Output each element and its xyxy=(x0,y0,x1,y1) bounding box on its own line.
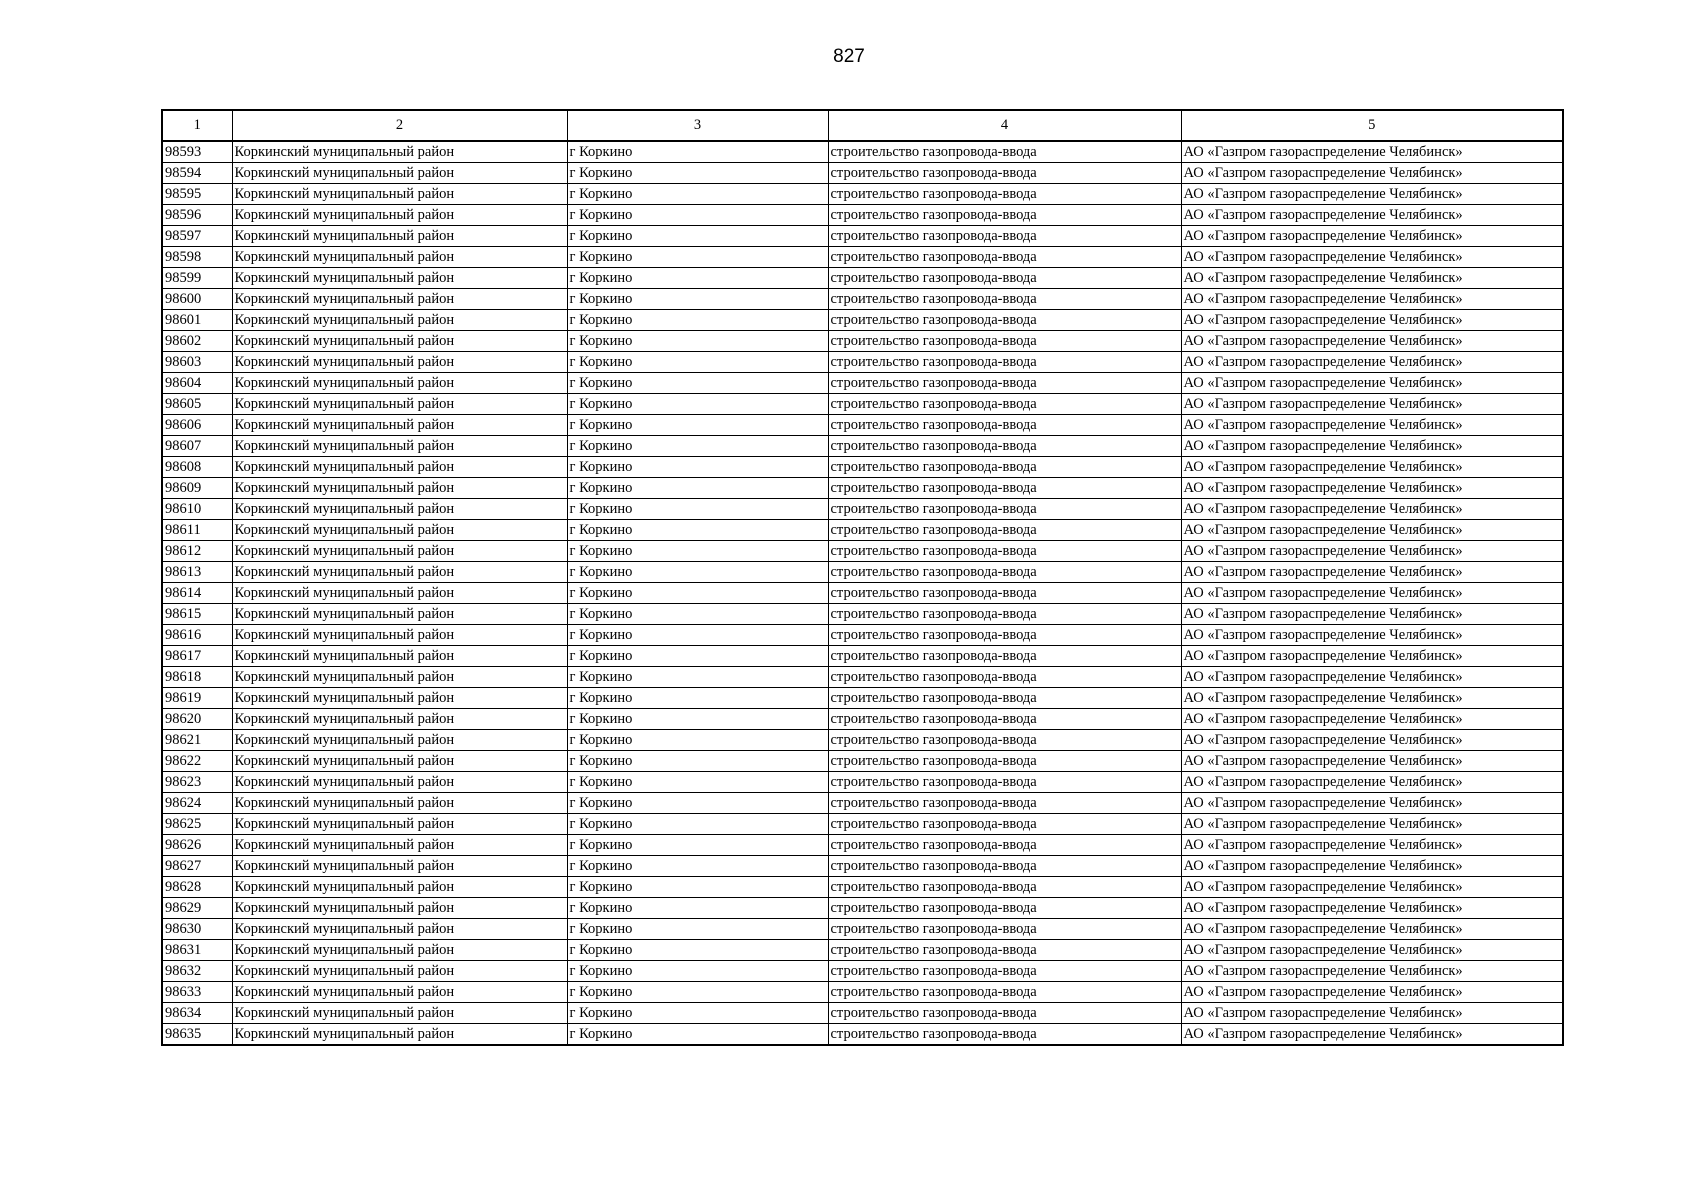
district-cell: Коркинский муниципальный район xyxy=(232,604,567,625)
work-type-cell: строительство газопровода-ввода xyxy=(828,1003,1181,1024)
table-row xyxy=(162,541,1563,562)
settlement-cell: г Коркино xyxy=(567,394,828,415)
table-row xyxy=(162,310,1563,331)
row-number-cell: 98622 xyxy=(162,751,232,772)
settlement-cell: г Коркино xyxy=(567,436,828,457)
settlement-cell: г Коркино xyxy=(567,856,828,877)
district-cell: Коркинский муниципальный район xyxy=(232,373,567,394)
row-number-cell: 98611 xyxy=(162,520,232,541)
organization-cell: АО «Газпром газораспределение Челябинск» xyxy=(1181,814,1563,835)
table-row xyxy=(162,961,1563,982)
row-number-cell: 98593 xyxy=(162,141,232,163)
table-row xyxy=(162,856,1563,877)
settlement-cell: г Коркино xyxy=(567,898,828,919)
organization-cell: АО «Газпром газораспределение Челябинск» xyxy=(1181,141,1563,163)
organization-cell: АО «Газпром газораспределение Челябинск» xyxy=(1181,730,1563,751)
settlement-cell: г Коркино xyxy=(567,415,828,436)
row-number-cell: 98627 xyxy=(162,856,232,877)
row-number-cell: 98608 xyxy=(162,457,232,478)
row-number-cell: 98607 xyxy=(162,436,232,457)
table-row xyxy=(162,940,1563,961)
organization-cell: АО «Газпром газораспределение Челябинск» xyxy=(1181,457,1563,478)
row-number-cell: 98596 xyxy=(162,205,232,226)
table-row xyxy=(162,814,1563,835)
table-row xyxy=(162,226,1563,247)
organization-cell: АО «Газпром газораспределение Челябинск» xyxy=(1181,856,1563,877)
settlement-cell: г Коркино xyxy=(567,184,828,205)
district-cell: Коркинский муниципальный район xyxy=(232,562,567,583)
organization-cell: АО «Газпром газораспределение Челябинск» xyxy=(1181,247,1563,268)
table-row xyxy=(162,373,1563,394)
row-number-cell: 98628 xyxy=(162,877,232,898)
settlement-cell: г Коркино xyxy=(567,772,828,793)
district-cell: Коркинский муниципальный район xyxy=(232,856,567,877)
settlement-cell: г Коркино xyxy=(567,982,828,1003)
registry-table xyxy=(161,109,1564,1046)
settlement-cell: г Коркино xyxy=(567,919,828,940)
work-type-cell: строительство газопровода-ввода xyxy=(828,226,1181,247)
row-number-cell: 98618 xyxy=(162,667,232,688)
district-cell: Коркинский муниципальный район xyxy=(232,226,567,247)
row-number-cell: 98599 xyxy=(162,268,232,289)
work-type-cell: строительство газопровода-ввода xyxy=(828,436,1181,457)
district-cell: Коркинский муниципальный район xyxy=(232,667,567,688)
row-number-cell: 98632 xyxy=(162,961,232,982)
table-row xyxy=(162,982,1563,1003)
table-row xyxy=(162,247,1563,268)
table-row xyxy=(162,877,1563,898)
row-number-cell: 98612 xyxy=(162,541,232,562)
work-type-cell: строительство газопровода-ввода xyxy=(828,919,1181,940)
district-cell: Коркинский муниципальный район xyxy=(232,163,567,184)
settlement-cell: г Коркино xyxy=(567,478,828,499)
district-cell: Коркинский муниципальный район xyxy=(232,730,567,751)
district-cell: Коркинский муниципальный район xyxy=(232,247,567,268)
organization-cell: АО «Газпром газораспределение Челябинск» xyxy=(1181,961,1563,982)
organization-cell: АО «Газпром газораспределение Челябинск» xyxy=(1181,184,1563,205)
work-type-cell: строительство газопровода-ввода xyxy=(828,982,1181,1003)
organization-cell: АО «Газпром газораспределение Челябинск» xyxy=(1181,940,1563,961)
work-type-cell: строительство газопровода-ввода xyxy=(828,499,1181,520)
column-header-2: 2 xyxy=(232,110,567,141)
table-row xyxy=(162,835,1563,856)
settlement-cell: г Коркино xyxy=(567,331,828,352)
organization-cell: АО «Газпром газораспределение Челябинск» xyxy=(1181,1024,1563,1046)
work-type-cell: строительство газопровода-ввода xyxy=(828,562,1181,583)
district-cell: Коркинский муниципальный район xyxy=(232,940,567,961)
work-type-cell: строительство газопровода-ввода xyxy=(828,793,1181,814)
work-type-cell: строительство газопровода-ввода xyxy=(828,163,1181,184)
settlement-cell: г Коркино xyxy=(567,247,828,268)
work-type-cell: строительство газопровода-ввода xyxy=(828,898,1181,919)
row-number-cell: 98616 xyxy=(162,625,232,646)
district-cell: Коркинский муниципальный район xyxy=(232,310,567,331)
organization-cell: АО «Газпром газораспределение Челябинск» xyxy=(1181,499,1563,520)
table-row xyxy=(162,436,1563,457)
organization-cell: АО «Газпром газораспределение Челябинск» xyxy=(1181,1003,1563,1024)
organization-cell: АО «Газпром газораспределение Челябинск» xyxy=(1181,163,1563,184)
work-type-cell: строительство газопровода-ввода xyxy=(828,247,1181,268)
row-number-cell: 98614 xyxy=(162,583,232,604)
settlement-cell: г Коркино xyxy=(567,1024,828,1046)
table-row xyxy=(162,898,1563,919)
settlement-cell: г Коркино xyxy=(567,457,828,478)
organization-cell: АО «Газпром газораспределение Челябинск» xyxy=(1181,583,1563,604)
table-row xyxy=(162,415,1563,436)
table-row xyxy=(162,1024,1563,1046)
organization-cell: АО «Газпром газораспределение Челябинск» xyxy=(1181,373,1563,394)
row-number-cell: 98615 xyxy=(162,604,232,625)
organization-cell: АО «Газпром газораспределение Челябинск» xyxy=(1181,898,1563,919)
work-type-cell: строительство газопровода-ввода xyxy=(828,141,1181,163)
settlement-cell: г Коркино xyxy=(567,793,828,814)
district-cell: Коркинский муниципальный район xyxy=(232,415,567,436)
row-number-cell: 98625 xyxy=(162,814,232,835)
page-number: 827 xyxy=(833,46,865,67)
row-number-cell: 98600 xyxy=(162,289,232,310)
row-number-cell: 98594 xyxy=(162,163,232,184)
row-number-cell: 98630 xyxy=(162,919,232,940)
settlement-cell: г Коркино xyxy=(567,709,828,730)
settlement-cell: г Коркино xyxy=(567,289,828,310)
settlement-cell: г Коркино xyxy=(567,499,828,520)
district-cell: Коркинский муниципальный район xyxy=(232,457,567,478)
settlement-cell: г Коркино xyxy=(567,730,828,751)
row-number-cell: 98603 xyxy=(162,352,232,373)
district-cell: Коркинский муниципальный район xyxy=(232,961,567,982)
table-row xyxy=(162,793,1563,814)
table-row xyxy=(162,205,1563,226)
table-row xyxy=(162,709,1563,730)
work-type-cell: строительство газопровода-ввода xyxy=(828,646,1181,667)
table-row xyxy=(162,163,1563,184)
work-type-cell: строительство газопровода-ввода xyxy=(828,331,1181,352)
settlement-cell: г Коркино xyxy=(567,520,828,541)
district-cell: Коркинский муниципальный район xyxy=(232,352,567,373)
settlement-cell: г Коркино xyxy=(567,688,828,709)
district-cell: Коркинский муниципальный район xyxy=(232,289,567,310)
row-number-cell: 98623 xyxy=(162,772,232,793)
table-row xyxy=(162,604,1563,625)
organization-cell: АО «Газпром газораспределение Челябинск» xyxy=(1181,541,1563,562)
organization-cell: АО «Газпром газораспределение Челябинск» xyxy=(1181,415,1563,436)
table-row xyxy=(162,141,1563,163)
table-row xyxy=(162,499,1563,520)
work-type-cell: строительство газопровода-ввода xyxy=(828,940,1181,961)
district-cell: Коркинский муниципальный район xyxy=(232,625,567,646)
header-row xyxy=(162,110,1563,141)
row-number-cell: 98624 xyxy=(162,793,232,814)
work-type-cell: строительство газопровода-ввода xyxy=(828,688,1181,709)
district-cell: Коркинский муниципальный район xyxy=(232,751,567,772)
row-number-cell: 98605 xyxy=(162,394,232,415)
organization-cell: АО «Газпром газораспределение Челябинск» xyxy=(1181,646,1563,667)
table-row xyxy=(162,457,1563,478)
settlement-cell: г Коркино xyxy=(567,373,828,394)
settlement-cell: г Коркино xyxy=(567,226,828,247)
work-type-cell: строительство газопровода-ввода xyxy=(828,352,1181,373)
row-number-cell: 98602 xyxy=(162,331,232,352)
settlement-cell: г Коркино xyxy=(567,877,828,898)
row-number-cell: 98617 xyxy=(162,646,232,667)
settlement-cell: г Коркино xyxy=(567,940,828,961)
row-number-cell: 98595 xyxy=(162,184,232,205)
settlement-cell: г Коркино xyxy=(567,604,828,625)
column-header-5: 5 xyxy=(1181,110,1563,141)
work-type-cell: строительство газопровода-ввода xyxy=(828,835,1181,856)
settlement-cell: г Коркино xyxy=(567,205,828,226)
district-cell: Коркинский муниципальный район xyxy=(232,1024,567,1046)
district-cell: Коркинский муниципальный район xyxy=(232,814,567,835)
district-cell: Коркинский муниципальный район xyxy=(232,835,567,856)
table-row xyxy=(162,289,1563,310)
row-number-cell: 98634 xyxy=(162,1003,232,1024)
table-row xyxy=(162,772,1563,793)
table-row xyxy=(162,730,1563,751)
organization-cell: АО «Газпром газораспределение Челябинск» xyxy=(1181,835,1563,856)
organization-cell: АО «Газпром газораспределение Челябинск» xyxy=(1181,331,1563,352)
work-type-cell: строительство газопровода-ввода xyxy=(828,541,1181,562)
column-header-3: 3 xyxy=(567,110,828,141)
work-type-cell: строительство газопровода-ввода xyxy=(828,205,1181,226)
district-cell: Коркинский муниципальный район xyxy=(232,646,567,667)
row-number-cell: 98597 xyxy=(162,226,232,247)
settlement-cell: г Коркино xyxy=(567,814,828,835)
settlement-cell: г Коркино xyxy=(567,1003,828,1024)
row-number-cell: 98604 xyxy=(162,373,232,394)
table-row xyxy=(162,667,1563,688)
work-type-cell: строительство газопровода-ввода xyxy=(828,709,1181,730)
table-row xyxy=(162,478,1563,499)
row-number-cell: 98626 xyxy=(162,835,232,856)
settlement-cell: г Коркино xyxy=(567,646,828,667)
district-cell: Коркинский муниципальный район xyxy=(232,583,567,604)
organization-cell: АО «Газпром газораспределение Челябинск» xyxy=(1181,877,1563,898)
organization-cell: АО «Газпром газораспределение Челябинск» xyxy=(1181,520,1563,541)
organization-cell: АО «Газпром газораспределение Челябинск» xyxy=(1181,667,1563,688)
work-type-cell: строительство газопровода-ввода xyxy=(828,583,1181,604)
row-number-cell: 98620 xyxy=(162,709,232,730)
organization-cell: АО «Газпром газораспределение Челябинск» xyxy=(1181,793,1563,814)
organization-cell: АО «Газпром газораспределение Челябинск» xyxy=(1181,310,1563,331)
table-row xyxy=(162,184,1563,205)
settlement-cell: г Коркино xyxy=(567,583,828,604)
organization-cell: АО «Газпром газораспределение Челябинск» xyxy=(1181,394,1563,415)
work-type-cell: строительство газопровода-ввода xyxy=(828,814,1181,835)
row-number-cell: 98609 xyxy=(162,478,232,499)
organization-cell: АО «Газпром газораспределение Челябинск» xyxy=(1181,436,1563,457)
district-cell: Коркинский муниципальный район xyxy=(232,520,567,541)
district-cell: Коркинский муниципальный район xyxy=(232,268,567,289)
work-type-cell: строительство газопровода-ввода xyxy=(828,520,1181,541)
row-number-cell: 98598 xyxy=(162,247,232,268)
district-cell: Коркинский муниципальный район xyxy=(232,478,567,499)
table-row xyxy=(162,562,1563,583)
row-number-cell: 98633 xyxy=(162,982,232,1003)
table-row xyxy=(162,352,1563,373)
district-cell: Коркинский муниципальный район xyxy=(232,1003,567,1024)
work-type-cell: строительство газопровода-ввода xyxy=(828,604,1181,625)
organization-cell: АО «Газпром газораспределение Челябинск» xyxy=(1181,772,1563,793)
district-cell: Коркинский муниципальный район xyxy=(232,709,567,730)
settlement-cell: г Коркино xyxy=(567,751,828,772)
table-row xyxy=(162,394,1563,415)
district-cell: Коркинский муниципальный район xyxy=(232,898,567,919)
organization-cell: АО «Газпром газораспределение Челябинск» xyxy=(1181,289,1563,310)
work-type-cell: строительство газопровода-ввода xyxy=(828,268,1181,289)
column-header-4: 4 xyxy=(828,110,1181,141)
organization-cell: АО «Газпром газораспределение Челябинск» xyxy=(1181,226,1563,247)
row-number-cell: 98613 xyxy=(162,562,232,583)
table-body xyxy=(162,141,1563,1045)
organization-cell: АО «Газпром газораспределение Челябинск» xyxy=(1181,751,1563,772)
work-type-cell: строительство газопровода-ввода xyxy=(828,961,1181,982)
column-header-1: 1 xyxy=(162,110,232,141)
table-row xyxy=(162,331,1563,352)
district-cell: Коркинский муниципальный район xyxy=(232,688,567,709)
organization-cell: АО «Газпром газораспределение Челябинск» xyxy=(1181,709,1563,730)
row-number-cell: 98635 xyxy=(162,1024,232,1046)
district-cell: Коркинский муниципальный район xyxy=(232,205,567,226)
settlement-cell: г Коркино xyxy=(567,352,828,373)
work-type-cell: строительство газопровода-ввода xyxy=(828,625,1181,646)
district-cell: Коркинский муниципальный район xyxy=(232,982,567,1003)
organization-cell: АО «Газпром газораспределение Челябинск» xyxy=(1181,982,1563,1003)
district-cell: Коркинский муниципальный район xyxy=(232,541,567,562)
settlement-cell: г Коркино xyxy=(567,163,828,184)
organization-cell: АО «Газпром газораспределение Челябинск» xyxy=(1181,205,1563,226)
settlement-cell: г Коркино xyxy=(567,667,828,688)
work-type-cell: строительство газопровода-ввода xyxy=(828,478,1181,499)
district-cell: Коркинский муниципальный район xyxy=(232,331,567,352)
district-cell: Коркинский муниципальный район xyxy=(232,772,567,793)
work-type-cell: строительство газопровода-ввода xyxy=(828,184,1181,205)
work-type-cell: строительство газопровода-ввода xyxy=(828,877,1181,898)
table-row xyxy=(162,646,1563,667)
work-type-cell: строительство газопровода-ввода xyxy=(828,457,1181,478)
table-row xyxy=(162,919,1563,940)
table-header xyxy=(162,110,1563,141)
district-cell: Коркинский муниципальный район xyxy=(232,394,567,415)
row-number-cell: 98631 xyxy=(162,940,232,961)
settlement-cell: г Коркино xyxy=(567,268,828,289)
table-row xyxy=(162,268,1563,289)
row-number-cell: 98619 xyxy=(162,688,232,709)
organization-cell: АО «Газпром газораспределение Челябинск» xyxy=(1181,268,1563,289)
work-type-cell: строительство газопровода-ввода xyxy=(828,730,1181,751)
district-cell: Коркинский муниципальный район xyxy=(232,141,567,163)
district-cell: Коркинский муниципальный район xyxy=(232,877,567,898)
work-type-cell: строительство газопровода-ввода xyxy=(828,289,1181,310)
table-row xyxy=(162,520,1563,541)
organization-cell: АО «Газпром газораспределение Челябинск» xyxy=(1181,352,1563,373)
work-type-cell: строительство газопровода-ввода xyxy=(828,751,1181,772)
table-row xyxy=(162,688,1563,709)
settlement-cell: г Коркино xyxy=(567,835,828,856)
row-number-cell: 98601 xyxy=(162,310,232,331)
work-type-cell: строительство газопровода-ввода xyxy=(828,772,1181,793)
row-number-cell: 98610 xyxy=(162,499,232,520)
organization-cell: АО «Газпром газораспределение Челябинск» xyxy=(1181,919,1563,940)
organization-cell: АО «Газпром газораспределение Челябинск» xyxy=(1181,688,1563,709)
district-cell: Коркинский муниципальный район xyxy=(232,793,567,814)
work-type-cell: строительство газопровода-ввода xyxy=(828,1024,1181,1046)
district-cell: Коркинский муниципальный район xyxy=(232,184,567,205)
table-row xyxy=(162,583,1563,604)
row-number-cell: 98621 xyxy=(162,730,232,751)
row-number-cell: 98606 xyxy=(162,415,232,436)
organization-cell: АО «Газпром газораспределение Челябинск» xyxy=(1181,604,1563,625)
work-type-cell: строительство газопровода-ввода xyxy=(828,373,1181,394)
work-type-cell: строительство газопровода-ввода xyxy=(828,667,1181,688)
organization-cell: АО «Газпром газораспределение Челябинск» xyxy=(1181,478,1563,499)
settlement-cell: г Коркино xyxy=(567,625,828,646)
organization-cell: АО «Газпром газораспределение Челябинск» xyxy=(1181,625,1563,646)
row-number-cell: 98629 xyxy=(162,898,232,919)
work-type-cell: строительство газопровода-ввода xyxy=(828,310,1181,331)
settlement-cell: г Коркино xyxy=(567,541,828,562)
settlement-cell: г Коркино xyxy=(567,310,828,331)
district-cell: Коркинский муниципальный район xyxy=(232,919,567,940)
organization-cell: АО «Газпром газораспределение Челябинск» xyxy=(1181,562,1563,583)
district-cell: Коркинский муниципальный район xyxy=(232,499,567,520)
work-type-cell: строительство газопровода-ввода xyxy=(828,415,1181,436)
table-row xyxy=(162,1003,1563,1024)
settlement-cell: г Коркино xyxy=(567,141,828,163)
district-cell: Коркинский муниципальный район xyxy=(232,436,567,457)
work-type-cell: строительство газопровода-ввода xyxy=(828,856,1181,877)
settlement-cell: г Коркино xyxy=(567,961,828,982)
settlement-cell: г Коркино xyxy=(567,562,828,583)
table-row xyxy=(162,625,1563,646)
table-row xyxy=(162,751,1563,772)
work-type-cell: строительство газопровода-ввода xyxy=(828,394,1181,415)
